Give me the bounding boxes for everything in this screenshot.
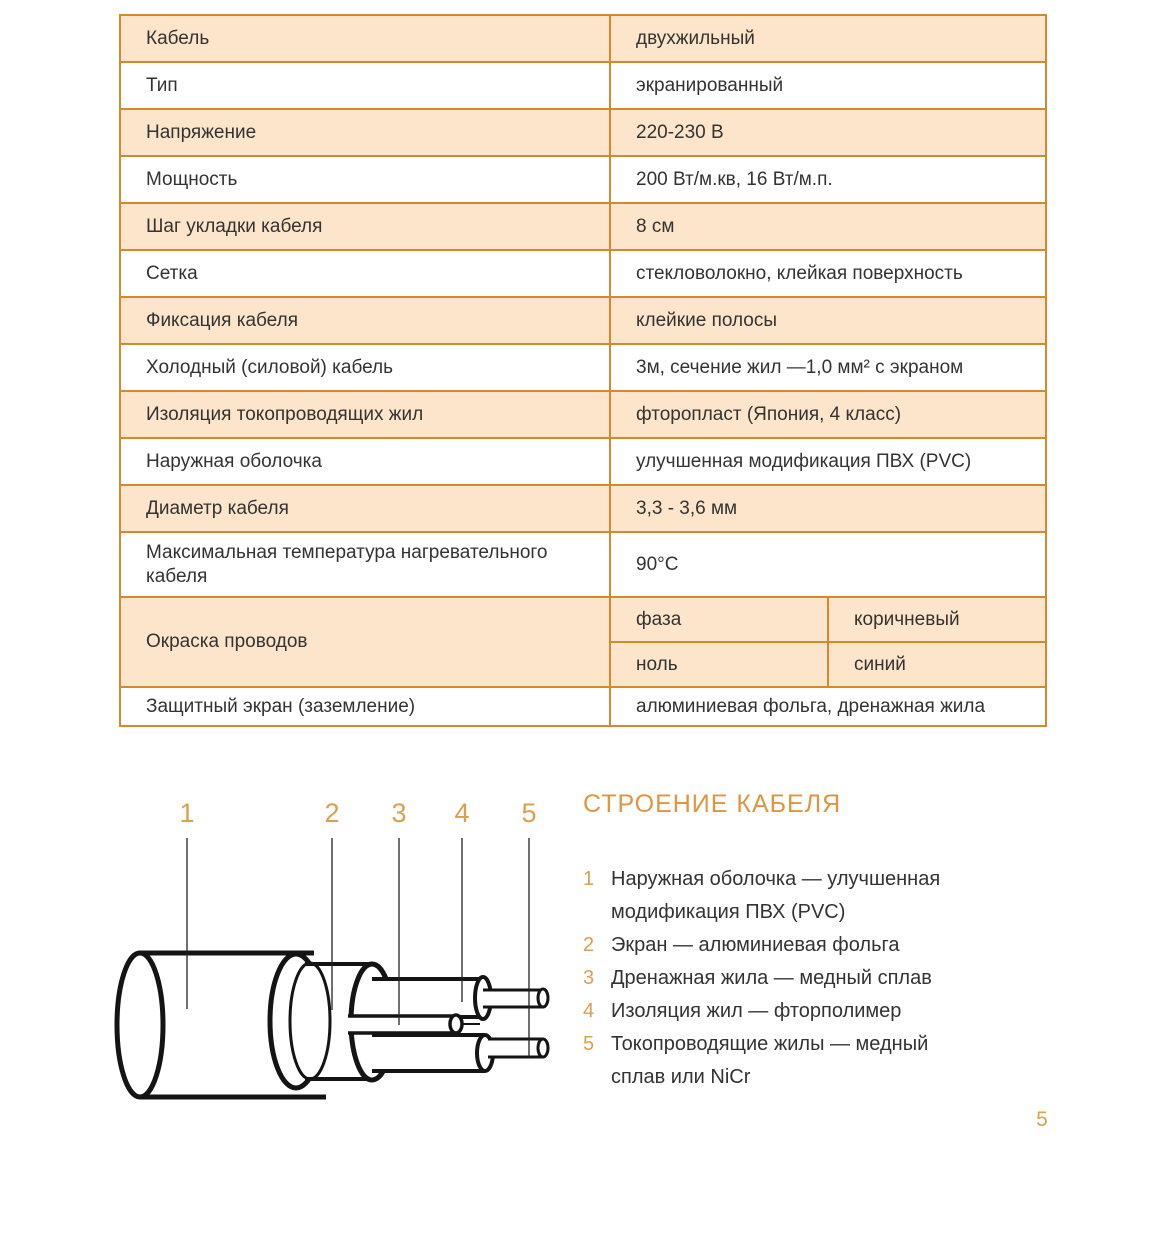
callout-number-3: 3 <box>391 798 407 828</box>
table-row <box>120 438 1046 485</box>
row-label: Шаг укладки кабеля <box>120 203 610 250</box>
item-text: Наружная оболочка — улучшенная модификация ПВХ (PVC) <box>611 868 941 923</box>
row-label: Кабель <box>120 15 610 62</box>
row-value: клейкие полосы <box>610 297 1046 344</box>
item-text: Экран — алюминиевая фольга <box>611 934 900 956</box>
table-row <box>120 344 1046 391</box>
row-value: фторопласт (Япония, 4 класс) <box>610 391 1046 438</box>
list-item <box>583 929 955 962</box>
row-value: 220-230 В <box>610 109 1046 156</box>
table-row <box>120 485 1046 532</box>
row-value: стекловолокно, клейкая поверхность <box>610 250 1046 297</box>
wire-name: ноль <box>610 642 828 687</box>
list-item <box>583 962 955 995</box>
row-value: 200 Вт/м.кв, 16 Вт/м.п. <box>610 156 1046 203</box>
row-label: Максимальная температура нагревательного кабеля <box>120 532 610 597</box>
row-label: Наружная оболочка <box>120 438 610 485</box>
table-row <box>120 687 1046 726</box>
list-item <box>583 995 955 1028</box>
item-text: Изоляция жил — фторполимер <box>611 1000 902 1022</box>
bottom-core-insulation-shape <box>372 1035 493 1071</box>
row-value: экранированный <box>610 62 1046 109</box>
item-number: 4 <box>583 1000 595 1022</box>
table-row <box>120 15 1046 62</box>
row-label: Защитный экран (заземление) <box>120 687 610 726</box>
item-text: Дренажная жила — медный сплав <box>611 967 932 989</box>
row-label: Диаметр кабеля <box>120 485 610 532</box>
structure-list <box>583 863 955 1094</box>
row-value: алюминиевая фольга, дренажная жила <box>610 687 1046 726</box>
table-row <box>120 297 1046 344</box>
row-label: Холодный (силовой) кабель <box>120 344 610 391</box>
row-label: Напряжение <box>120 109 610 156</box>
item-text: Токопроводящие жилы — медный сплав или NiCr <box>611 1033 929 1088</box>
table-row <box>120 532 1046 597</box>
row-value: 8 см <box>610 203 1046 250</box>
callout-number-2: 2 <box>324 798 340 828</box>
list-item <box>583 1028 955 1094</box>
row-label: Окраска проводов <box>120 597 610 687</box>
item-number: 3 <box>583 967 595 989</box>
row-value: улучшенная модификация ПВХ (PVC) <box>610 438 1046 485</box>
list-item <box>583 863 955 929</box>
row-value: двухжильный <box>610 15 1046 62</box>
wire-color-value: синий <box>828 642 1046 687</box>
row-value: 3,3 - 3,6 мм <box>610 485 1046 532</box>
callout-number-1: 1 <box>179 798 195 828</box>
table-row <box>120 250 1046 297</box>
wire-color-value: коричневый <box>828 597 1046 642</box>
callout-number-4: 4 <box>454 798 470 828</box>
row-label: Тип <box>120 62 610 109</box>
row-label: Мощность <box>120 156 610 203</box>
callout-number-5: 5 <box>521 798 537 828</box>
table-row-wire-colors <box>120 597 1046 642</box>
wire-name: фаза <box>610 597 828 642</box>
row-value: 90°С <box>610 532 1046 597</box>
table-row <box>120 62 1046 109</box>
top-core-insulation-shape <box>372 977 491 1019</box>
row-label: Сетка <box>120 250 610 297</box>
table-row <box>120 109 1046 156</box>
spec-table <box>119 14 1047 727</box>
top-conductor-wire-shape <box>483 989 548 1007</box>
drain-wire-shape <box>348 1015 480 1033</box>
cable-drawing <box>100 780 580 1120</box>
cable-diagram <box>100 780 580 1120</box>
item-number: 2 <box>583 934 595 956</box>
bottom-conductor-wire-shape <box>488 1039 548 1057</box>
page-number: 5 <box>1036 1108 1048 1131</box>
row-value: 3м, сечение жил —1,0 мм² с экраном <box>610 344 1046 391</box>
item-number: 5 <box>583 1033 595 1055</box>
row-label: Изоляция токопроводящих жил <box>120 391 610 438</box>
row-label: Фиксация кабеля <box>120 297 610 344</box>
table-row <box>120 156 1046 203</box>
table-row <box>120 203 1046 250</box>
item-number: 1 <box>583 868 595 890</box>
section-title: СТРОЕНИЕ КАБЕЛЯ <box>583 790 842 818</box>
table-row <box>120 391 1046 438</box>
